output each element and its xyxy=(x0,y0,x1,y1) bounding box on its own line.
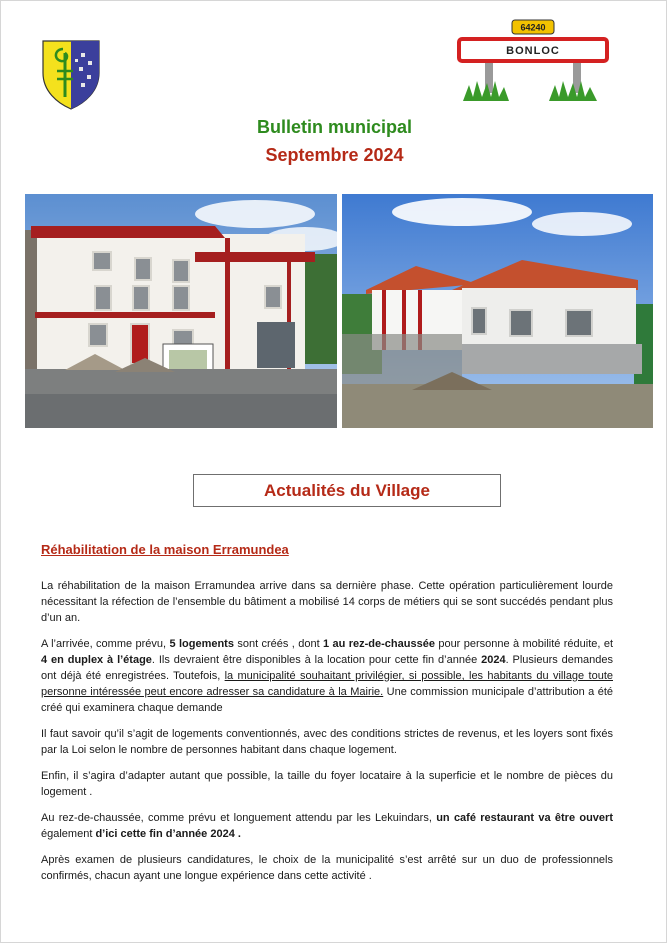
village-crest-logo xyxy=(41,39,101,111)
article-subheading: Réhabilitation de la maison Erramundea xyxy=(41,542,289,557)
sign-postcode: 64240 xyxy=(520,22,546,33)
paragraph-5: Au rez-de-chaussée, comme prévu et longuement attendu par les Lekuindars, un café restaurant va être ouvert également d’ici cette fin d’année 2024 . xyxy=(41,812,613,840)
article-body xyxy=(41,578,613,894)
sign-town-name: BONLOC xyxy=(506,45,560,57)
bulletin-date: Septembre 2024 xyxy=(265,145,404,165)
paragraph-4: Enfin, il s’agira d’adapter autant que possible, la taille du foyer locataire à la superficie et le nombre de pièces du logement . xyxy=(41,770,613,798)
house-photo-left xyxy=(25,194,337,428)
paragraph-2: A l’arrivée, comme prévu, 5 logements sont créés , dont 1 au rez-de-chaussée pour personne à mobilité réduite, et 4 en duplex à l’étage. Ils devraient être disponibles à la location pour cette fin d’année 2024. Plusieurs demandes ont déjà été enregistrées. Toutefois, la municipalité souhaitant privilégier, si possible, les habitants du village toute personne intéressée peut encore adresser sa candidature à la Mairie. Une commission municipale d’attribution a été créé qui examinera chaque demande xyxy=(41,638,614,714)
house-photo-right xyxy=(342,194,653,428)
paragraph-1: La réhabilitation de la maison Erramundea arrive dans sa dernière phase. Cette opération particulièrement lourde nécessitant la réfection de l’ensemble du bâtiment a mobilisé 14 corps de métiers qui se sont succédés pendant plus d’un an. xyxy=(41,580,613,624)
underlined-notice: la municipalité souhaitant privilégier, si possible, les habitants du village toute personne intéressée peut encore adresser sa candidature à la Mairie. xyxy=(41,670,613,698)
bulletin-title: Bulletin municipal xyxy=(256,117,412,137)
section-heading-box: Actualités du Village xyxy=(193,474,501,507)
town-sign-image xyxy=(457,19,609,105)
paragraph-6: Après examen de plusieurs candidatures, le choix de la municipalité s’est arrêté sur un duo de professionnels confirmés, chacun ayant une longue expérience dans cette activité . xyxy=(41,854,613,882)
paragraph-3: Il faut savoir qu’il s’agit de logements conventionnés, avec des conditions strictes de revenus, et les loyers sont fixés par la Loi selon le nombre de personnes habitant dans chaque logement. xyxy=(41,728,613,756)
